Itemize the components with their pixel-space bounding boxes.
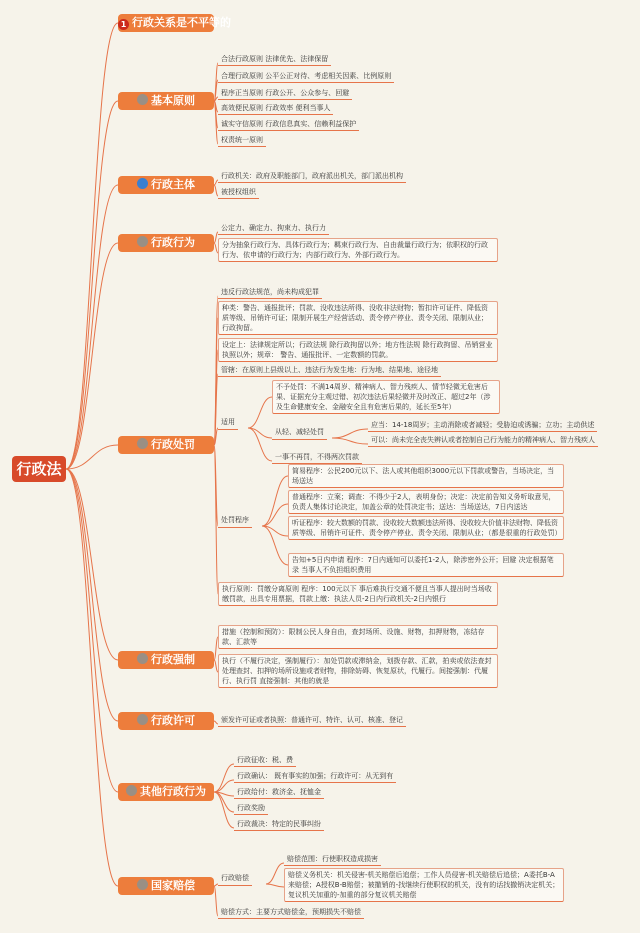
- other-act-item: 行政确认： 既有事实的加强；行政许可：从无到有: [234, 770, 396, 783]
- connector-line: [66, 23, 118, 469]
- act-item: 分为抽象行政行为、具体行政行为；羁束行政行为、自由裁量行政行为；依职权的行政行为、依申请的行政行为；内部行政行为、外部行政行为。: [218, 238, 498, 262]
- connector-line: [266, 863, 284, 884]
- once-penalty-item: 一事不再罚，不得两次罚款: [272, 451, 362, 464]
- branch-other-acts[interactable]: [118, 783, 214, 801]
- administrative-compensation-node[interactable]: 行政赔偿: [218, 872, 252, 886]
- root-node[interactable]: 行政法: [12, 456, 66, 482]
- connector-line: [262, 476, 288, 526]
- branch-label: 行政许可: [151, 714, 195, 727]
- procedure-item: 听证程序：较大数额的罚款、没收较大数额违法所得、没收较大价值非法财物、降低资质等级、吊销许可证件、责令停产停业、责令关闭、限制从业；（都是很重的行政处罚）: [288, 516, 564, 540]
- principle-item: 高效便民原则 行政效率 便利当事人: [218, 102, 333, 115]
- other-act-item: 行政给付：救济金、抚恤金: [234, 786, 324, 799]
- penalty-item: 违反行政法规范，尚未构成犯罪: [218, 286, 322, 299]
- connector-line: [262, 504, 288, 526]
- procedure-item: 简易程序：公民200元以下、法人或其他组织3000元以下罚款或警告，当场决定，当场送达: [288, 464, 564, 488]
- principle-item: 合理行政原则 公平公正对待、考虑相关因素、比例原则: [218, 70, 394, 83]
- subject-item: 行政机关：政府及职能部门，政府派出机关，部门派出机构: [218, 170, 406, 183]
- penalty-execution: 执行原则：罚缴分离原则 程序：100元以下 事后难执行交通不便且当事人提出时当场收缴罚款，出具专用票据，罚款上缴：执法人员-2日内行政机关-2日内银行: [218, 582, 498, 606]
- procedure-item: 告知+5日内申请 程序：7日内通知可以委托1-2人，除涉密外公开；回避 决定根据笔录 当事人不负担组织费用: [288, 553, 564, 577]
- compensation-item: 赔偿范围：行使职权造成损害: [284, 853, 381, 866]
- branch-administrative-act[interactable]: [118, 234, 214, 252]
- branch-label: 其他行政行为: [140, 785, 206, 798]
- branch-label: 基本原则: [151, 94, 195, 107]
- branch-administrative-subject[interactable]: [118, 176, 214, 194]
- clock-icon: [137, 714, 148, 725]
- connector-line: [248, 397, 272, 428]
- principle-item: 合法行政原则 法律优先、法律保留: [218, 53, 331, 66]
- penalty-types: 种类：警告、通报批评；罚款、没收违法所得、没收非法财物；暂扣许可证件、降低资质等级、吊销许可证；限制开展生产经营活动、责令停产停业、责令关闭、限制从业；行政拘留。: [218, 301, 498, 335]
- branch-label: 行政处罚: [151, 438, 195, 451]
- branch-label: 行政关系是不平等的: [132, 16, 231, 29]
- procedure-node[interactable]: 处罚程序: [218, 514, 252, 528]
- reduce-item: 应当：14-18周岁；主动消除或者减轻；受胁迫或诱骗；立功；主动供述: [368, 419, 597, 432]
- compulsion-item: 执行（不履行决定，强制履行）：加处罚款或滞纳金，划拨存款、汇款，拍卖或依法查封处理查封、扣押的场所设施或者财物，排除妨碍、恢复原状，代履行。间接强制：代履行、执行罚 直接强制：其他的就是: [218, 654, 498, 688]
- branch-basic-principles[interactable]: [118, 92, 214, 110]
- apply-node[interactable]: 适用: [218, 416, 238, 430]
- globe-icon: [137, 178, 148, 189]
- connector-line: [266, 884, 284, 887]
- other-act-item: 行政裁决：特定的民事纠纷: [234, 818, 324, 831]
- connector-line: [66, 101, 118, 469]
- branch-label: 行政主体: [151, 178, 195, 191]
- other-act-item: 行政征收：税、费: [234, 754, 296, 767]
- branch-administrative-compulsion[interactable]: [118, 651, 214, 669]
- principle-item: 诚实守信原则 行政信息真实、信赖利益保护: [218, 118, 359, 131]
- principle-item: 程序正当原则 行政公开、公众参与、回避: [218, 87, 352, 100]
- reduce-item: 可以：尚未完全丧失辨认或者控制自己行为能力的精神病人、智力残疾人: [368, 434, 598, 447]
- compulsion-item: 措施（控制和预防）：限制公民人身自由，查封场所、设施、财物，扣押财物，冻结存款、汇款等: [218, 625, 498, 649]
- connector-line: [66, 469, 118, 886]
- connector-line: [66, 185, 118, 469]
- clock-icon: [126, 785, 137, 796]
- penalty-setting: 设定上：法律规定所以；行政法规 除行政拘留以外；地方性法规 除行政拘留、吊销营业执照以外；规章： 警告、通报批评、一定数额的罚款。: [218, 338, 498, 362]
- connector-line: [66, 469, 118, 792]
- branch-label: 行政行为: [151, 236, 195, 249]
- act-item: 公定力、确定力、拘束力、执行力: [218, 222, 329, 235]
- branch-label: 行政强制: [151, 653, 195, 666]
- connector-line: [214, 764, 234, 792]
- no-penalty-item: 不予处罚：不满14周岁、精神病人、智力残疾人、情节轻微无危害后果、证据充分主观过错、初次违法后果轻微并及时改正、超过2年（涉及生命健康安全、金融安全且有危害后果的，延长至5年）: [272, 380, 500, 414]
- branch-label: 国家赔偿: [151, 879, 195, 892]
- connector-line: [262, 526, 288, 565]
- penalty-jurisdiction: 管辖：在原则上县级以上、违法行为发生地：行为地、结果地、途径地: [218, 364, 441, 377]
- reduce-penalty-node[interactable]: 从轻、减轻处罚: [272, 426, 327, 440]
- other-act-item: 行政奖励: [234, 802, 268, 815]
- connector-line: [66, 243, 118, 469]
- branch-administrative-license[interactable]: [118, 712, 214, 730]
- branch-administrative-penalty[interactable]: [118, 436, 214, 454]
- principle-item: 权责统一原则: [218, 134, 266, 147]
- branch-administrative-relation[interactable]: [118, 14, 231, 32]
- connector-line: [214, 780, 234, 792]
- clock-icon: [137, 879, 148, 890]
- connector-line: [332, 429, 368, 438]
- compensation-method: 赔偿方式：主要方式赔偿金，预期损失不赔偿: [218, 906, 364, 919]
- connector-line: [332, 438, 368, 444]
- clock-icon: [137, 653, 148, 664]
- procedure-item: 普通程序：立案；调查：不得少于2人，表明身份；决定：决定前告知义务听取意见，负责人集体讨论决定，加盖公章的处罚决定书；送达：当场送达，7日内送达: [288, 490, 564, 514]
- subject-item: 被授权组织: [218, 186, 259, 199]
- clock-icon: [137, 94, 148, 105]
- number-one-icon: 1: [118, 19, 129, 30]
- connector-line: [214, 792, 234, 828]
- license-item: 颁发许可证或者执照：普通许可、特许、认可、核准、登记: [218, 714, 406, 727]
- compensation-item: 赔偿义务机关：机关侵害-机关赔偿后追偿；工作人员侵害-机关赔偿后追偿；A委托B-A来赔偿；A授权B-B赔偿；被撤销的-找继续行使职权的机关，没有的话找撤销决定机关；复议机关加重的-加重的部分复议机关赔偿: [284, 868, 564, 902]
- clock-icon: [137, 438, 148, 449]
- branch-state-compensation[interactable]: [118, 877, 214, 895]
- clock-icon: [137, 236, 148, 247]
